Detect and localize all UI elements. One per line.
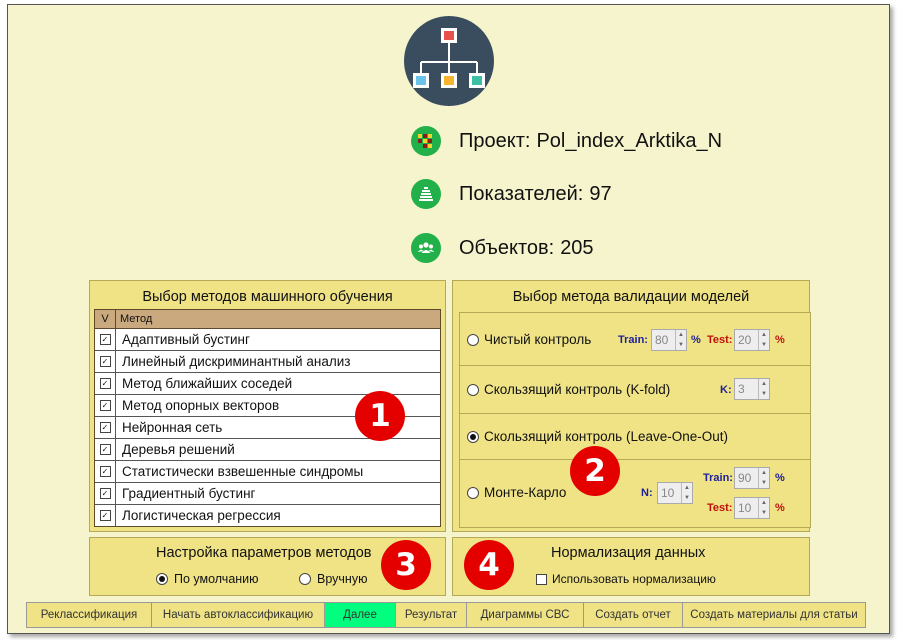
users-icon <box>411 233 441 263</box>
holdout-test-pct: % <box>775 334 785 346</box>
holdout-test-label: Test: <box>707 334 733 346</box>
method-name: Метод опорных векторов <box>122 398 280 413</box>
method-checkbox[interactable]: ✓ <box>100 466 111 477</box>
kfold-option[interactable] <box>467 382 670 397</box>
method-name: Линейный дискриминантный анализ <box>122 354 351 369</box>
montecarlo-option[interactable] <box>467 485 566 500</box>
method-check-cell[interactable] <box>95 439 116 460</box>
method-check-cell[interactable] <box>95 351 116 372</box>
normalization-option[interactable] <box>536 572 716 586</box>
holdout-train-spinner[interactable] <box>651 329 687 351</box>
params-manual-label: Вручную <box>317 572 368 586</box>
montecarlo-n-label: N: <box>641 487 653 499</box>
method-checkbox[interactable]: ✓ <box>100 334 111 345</box>
method-check-cell[interactable] <box>95 395 116 416</box>
method-check-cell[interactable] <box>95 417 116 438</box>
ml-table-header <box>95 310 440 329</box>
montecarlo-train-spinner[interactable] <box>734 467 770 489</box>
loo-option[interactable] <box>467 429 728 444</box>
method-name: Логистическая регрессия <box>122 508 281 523</box>
spin-up-icon[interactable]: ▲ <box>761 470 767 476</box>
spin-down-icon[interactable]: ▼ <box>761 391 767 397</box>
params-default-option[interactable] <box>156 572 259 586</box>
tab-create-article-materials[interactable]: Создать материалы для статьи <box>683 603 865 627</box>
spin-up-icon[interactable]: ▲ <box>684 485 690 491</box>
indicators-label: Показателей: <box>459 182 584 205</box>
col-v-header: V <box>95 310 116 328</box>
montecarlo-test-label: Test: <box>707 502 733 514</box>
method-check-cell[interactable] <box>95 483 116 504</box>
tab-next[interactable]: Далее <box>325 603 396 627</box>
montecarlo-test-pct: % <box>775 502 785 514</box>
project-row <box>411 125 722 157</box>
validation-panel-title: Выбор метода валидации моделей <box>512 289 750 305</box>
montecarlo-test-value: 10 <box>738 501 752 515</box>
kfold-radio[interactable] <box>467 384 479 396</box>
montecarlo-train-label: Train: <box>703 472 733 484</box>
method-name: Адаптивный бустинг <box>122 332 250 347</box>
params-panel-title: Настройка параметров методов <box>156 545 372 561</box>
spin-up-icon[interactable]: ▲ <box>678 332 684 338</box>
method-check-cell[interactable] <box>95 461 116 482</box>
badge-2: 2 <box>570 446 620 496</box>
montecarlo-n-spinner[interactable] <box>657 482 693 504</box>
indicators-icon <box>411 179 441 209</box>
method-name: Нейронная сеть <box>122 420 223 435</box>
tab-start-autoclassification[interactable]: Начать автоклассификацию <box>152 603 325 627</box>
badge-3: 3 <box>381 540 431 590</box>
bottom-tab-bar <box>26 602 866 628</box>
method-row[interactable] <box>95 483 440 505</box>
hierarchy-logo-icon <box>404 16 494 106</box>
objects-value: 205 <box>560 236 594 259</box>
holdout-train-value: 80 <box>655 333 669 347</box>
method-checkbox[interactable]: ✓ <box>100 444 111 455</box>
method-check-cell[interactable] <box>95 373 116 394</box>
method-name: Метод ближайших соседей <box>122 376 293 391</box>
objects-row <box>411 232 594 264</box>
method-row[interactable] <box>95 351 440 373</box>
holdout-label: Чистый контроль <box>484 332 592 347</box>
ml-panel-title: Выбор методов машинного обучения <box>142 289 393 305</box>
spin-up-icon[interactable]: ▲ <box>761 332 767 338</box>
holdout-train-label: Train: <box>618 334 648 346</box>
objects-label: Объектов: <box>459 236 555 259</box>
params-manual-radio[interactable] <box>299 573 311 585</box>
spin-down-icon[interactable]: ▼ <box>761 480 767 486</box>
kfold-k-value: 3 <box>738 382 745 396</box>
kfold-label: Скользящий контроль (K-fold) <box>484 382 671 397</box>
montecarlo-n-value: 10 <box>661 486 675 500</box>
indicators-value: 97 <box>589 182 612 205</box>
montecarlo-label: Монте-Карло <box>484 485 567 500</box>
spin-down-icon[interactable]: ▼ <box>678 342 684 348</box>
method-checkbox[interactable]: ✓ <box>100 400 111 411</box>
montecarlo-test-spinner[interactable] <box>734 497 770 519</box>
tab-svs-diagrams[interactable]: Диаграммы СВС <box>467 603 584 627</box>
project-label: Проект: <box>459 129 531 152</box>
loo-radio[interactable] <box>467 431 479 443</box>
normalization-checkbox[interactable] <box>536 574 547 585</box>
normalization-panel-title: Нормализация данных <box>551 545 706 561</box>
method-row[interactable] <box>95 329 440 351</box>
method-check-cell[interactable] <box>95 329 116 350</box>
spin-down-icon[interactable]: ▼ <box>684 495 690 501</box>
method-row[interactable] <box>95 439 440 461</box>
badge-1: 1 <box>355 391 405 441</box>
params-manual-option[interactable] <box>299 572 367 586</box>
kfold-k-label: K: <box>720 384 732 396</box>
holdout-option[interactable] <box>467 332 591 347</box>
method-name: Статистически взвешенные синдромы <box>122 464 364 479</box>
spin-down-icon[interactable]: ▼ <box>761 510 767 516</box>
method-checkbox[interactable]: ✓ <box>100 422 111 433</box>
indicators-row <box>411 178 612 210</box>
holdout-radio[interactable] <box>467 334 479 346</box>
method-name: Градиентный бустинг <box>122 486 256 501</box>
holdout-test-spinner[interactable] <box>734 329 770 351</box>
method-checkbox[interactable]: ✓ <box>100 378 111 389</box>
spin-up-icon[interactable]: ▲ <box>761 500 767 506</box>
tab-reclassification[interactable]: Реклассификация <box>27 603 152 627</box>
params-default-radio[interactable] <box>156 573 168 585</box>
holdout-test-value: 20 <box>738 333 752 347</box>
method-checkbox[interactable]: ✓ <box>100 488 111 499</box>
normalization-label: Использовать нормализацию <box>552 572 716 586</box>
spin-down-icon[interactable]: ▼ <box>761 342 767 348</box>
method-row[interactable] <box>95 505 440 526</box>
loo-label: Скользящий контроль (Leave-One-Out) <box>484 429 728 444</box>
montecarlo-radio[interactable] <box>467 487 479 499</box>
project-grid-icon <box>411 126 441 156</box>
kfold-k-spinner[interactable] <box>734 378 770 400</box>
tab-result[interactable]: Результат <box>396 603 467 627</box>
montecarlo-train-pct: % <box>775 472 785 484</box>
method-checkbox[interactable]: ✓ <box>100 510 111 521</box>
project-value: Pol_index_Arktika_N <box>536 129 723 152</box>
montecarlo-train-value: 90 <box>738 471 752 485</box>
method-checkbox[interactable]: ✓ <box>100 356 111 367</box>
tab-create-report[interactable]: Создать отчет <box>584 603 683 627</box>
col-method-header: Метод <box>120 313 153 325</box>
spin-up-icon[interactable]: ▲ <box>761 381 767 387</box>
method-name: Деревья решений <box>122 442 235 457</box>
method-check-cell[interactable] <box>95 505 116 526</box>
holdout-train-pct: % <box>691 334 701 346</box>
params-default-label: По умолчанию <box>174 572 259 586</box>
method-row[interactable] <box>95 461 440 483</box>
badge-4: 4 <box>464 540 514 590</box>
